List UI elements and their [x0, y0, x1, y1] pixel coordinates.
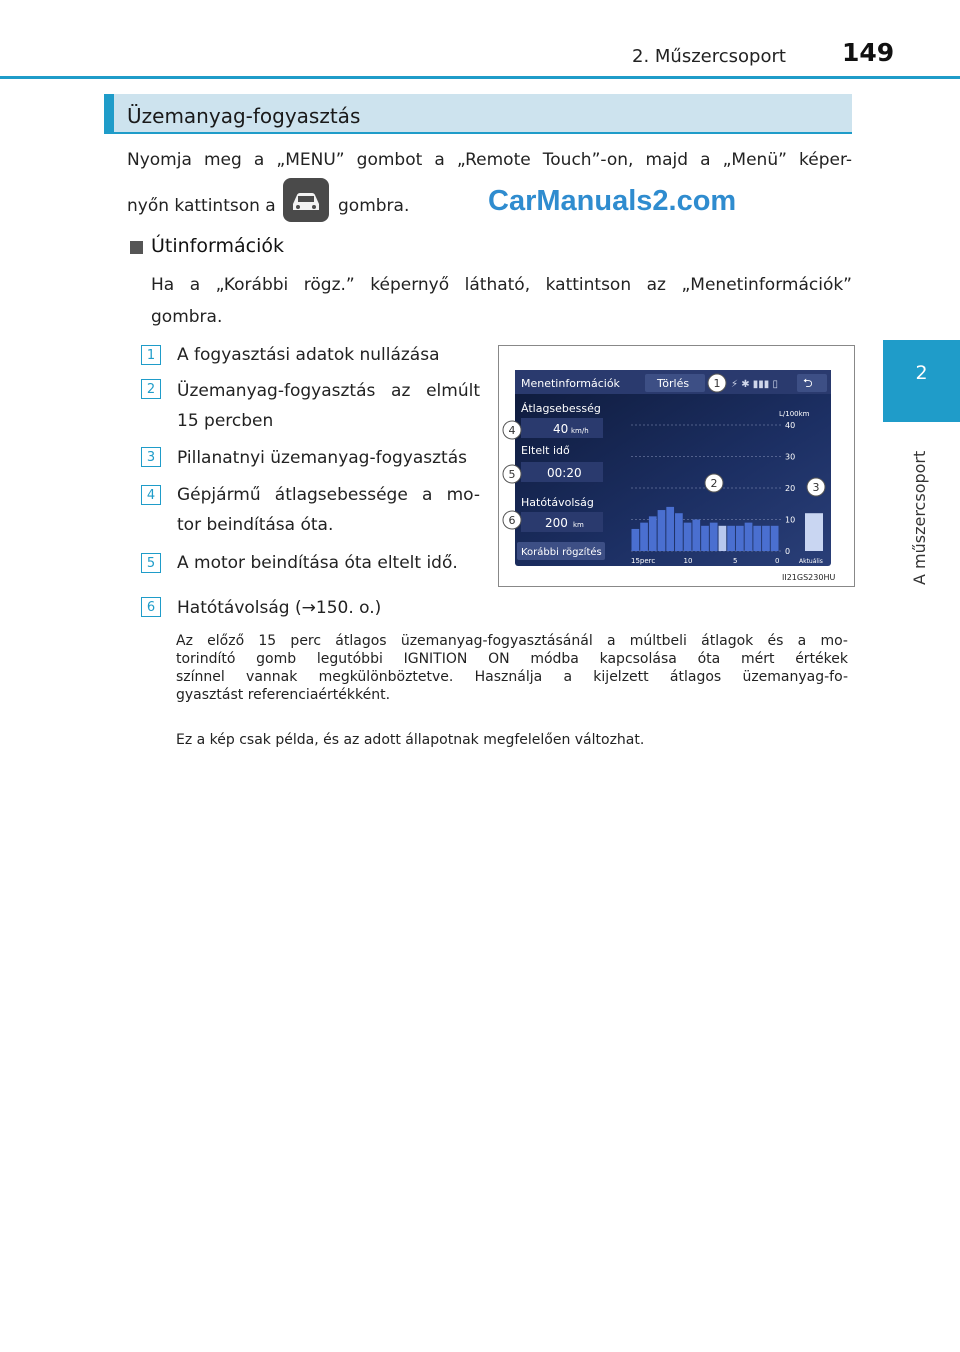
- car-icon: [283, 178, 329, 222]
- chapter-tab-number: 2: [915, 362, 928, 384]
- item-number: 3: [141, 447, 161, 467]
- subsection-para-line-1: Ha a „Korábbi rögz.” képernyő látható, kattintson az „Menetinformációk”: [151, 275, 852, 295]
- item-text: tor beindítása óta.: [177, 515, 334, 535]
- bar: [649, 516, 657, 551]
- bar: [710, 523, 718, 551]
- bar: [719, 526, 727, 551]
- item-text: A motor beindítása óta eltelt idő.: [177, 553, 458, 573]
- bar: [745, 523, 753, 551]
- note-line: színnel vannak megkülönböztetve. Használja a kijelzett átlagos üzemanyag-fo-: [176, 669, 848, 685]
- svg-text:4: 4: [508, 424, 516, 437]
- current-label: Aktuális: [799, 558, 823, 565]
- avg-speed-unit: km/h: [571, 427, 589, 435]
- watermark: CarManuals2.com: [488, 185, 737, 217]
- callout-1: [708, 374, 726, 392]
- range-value: 200: [545, 516, 568, 530]
- status-icons: ⚡ ✱ ▮▮▮ ▯: [731, 379, 778, 390]
- callout-2: [705, 474, 723, 492]
- section-title: Üzemanyag-fogyasztás: [127, 104, 361, 128]
- subsection-title: Útinformációk: [151, 235, 284, 257]
- note-line: torindító gomb legutóbbi IGNITION ON módba kapcsolása óta mért értékek: [176, 651, 848, 667]
- svg-text:2: 2: [710, 477, 718, 490]
- item-number: 5: [141, 553, 161, 573]
- x-tick-label: 0: [775, 557, 780, 565]
- bar: [658, 510, 666, 551]
- avg-speed-label: Átlagsebesség: [521, 402, 601, 415]
- subsection-para-line-2: gombra.: [151, 307, 223, 327]
- y-tick-label: 10: [785, 515, 796, 525]
- item-number: 4: [141, 485, 161, 505]
- intro-line-2-start: nyőn kattintson a: [127, 196, 276, 216]
- item-number: 1: [141, 345, 161, 365]
- x-tick-label: 5: [733, 557, 738, 565]
- item-text: Üzemanyag-fogyasztás az elmúlt: [177, 381, 480, 401]
- bar: [684, 523, 692, 551]
- elapsed-value: 00:20: [547, 466, 582, 480]
- note-example: Ez a kép csak példa, és az adott állapotnak megfelelően változhat.: [176, 732, 645, 748]
- y-tick-label: 20: [785, 484, 796, 493]
- x-tick-label: 10: [683, 557, 693, 565]
- bar: [692, 520, 700, 552]
- range-unit: km: [573, 521, 584, 529]
- square-bullet: [130, 241, 143, 254]
- elapsed-label: Eltelt idő: [521, 444, 570, 457]
- bar: [753, 526, 761, 551]
- chapter-tab-label: A műszercsoport: [910, 450, 929, 585]
- intro-line-2-end: gombra.: [338, 196, 410, 216]
- note-paragraph: [176, 632, 848, 704]
- history-button-label: Korábbi rögzítés: [521, 547, 602, 558]
- y-tick-label: 40: [785, 421, 796, 430]
- callout-6: [503, 511, 521, 529]
- back-arrow-icon: ⮌: [803, 376, 813, 390]
- item-text: Gépjármű átlagsebessége a mo-: [177, 485, 480, 505]
- trip-info-screen: [499, 346, 854, 586]
- header-rule: [0, 76, 960, 79]
- bar: [632, 529, 640, 551]
- bar: [640, 523, 648, 551]
- range-label: Hatótávolság: [521, 496, 594, 509]
- svg-text:5: 5: [508, 468, 516, 481]
- bar: [771, 526, 779, 551]
- bar: [727, 526, 735, 551]
- svg-text:6: 6: [508, 514, 516, 527]
- current-bar: [805, 513, 823, 551]
- page-number: 149: [842, 38, 895, 67]
- clear-button-label: Törlés: [657, 377, 690, 390]
- item-text: Pillanatnyi üzemanyag-fogyasztás: [177, 448, 467, 468]
- bar: [701, 526, 709, 551]
- svg-text:3: 3: [812, 481, 820, 494]
- image-code: II21GS230HU: [782, 573, 836, 582]
- svg-text:1: 1: [713, 377, 721, 390]
- item-text: 15 percben: [177, 411, 274, 431]
- avg-speed-value: 40: [553, 422, 569, 436]
- callout-5: [503, 465, 521, 483]
- note-line: Az előző 15 perc átlagos üzemanyag-fogyasztásánál a múltbeli átlagok és a mo-: [176, 633, 848, 649]
- y-tick-label: 30: [785, 452, 796, 462]
- note-line: gyasztást referenciaértékként.: [176, 687, 391, 703]
- chart-unit: L/100km: [779, 410, 810, 418]
- bar: [675, 513, 683, 551]
- y-tick-label: 0: [785, 547, 791, 556]
- callout-4: [503, 421, 521, 439]
- callout-3: [807, 478, 825, 496]
- bar: [762, 526, 770, 551]
- screen-title: Menetinformációk: [521, 377, 620, 390]
- trip-info-screenshot: [498, 345, 855, 587]
- x-tick-label: 15perc: [631, 557, 656, 565]
- bar: [666, 507, 674, 551]
- running-header: 2. Műszercsoport: [632, 46, 786, 67]
- item-text: A fogyasztási adatok nullázása: [177, 345, 440, 365]
- item-text: Hatótávolság (→150. o.): [177, 598, 382, 618]
- item-number: 2: [141, 379, 161, 399]
- intro-line-1: Nyomja meg a „MENU” gombot a „Remote Touch”-on, majd a „Menü” képer-: [127, 150, 852, 170]
- bar: [736, 526, 744, 551]
- item-number: 6: [141, 597, 161, 617]
